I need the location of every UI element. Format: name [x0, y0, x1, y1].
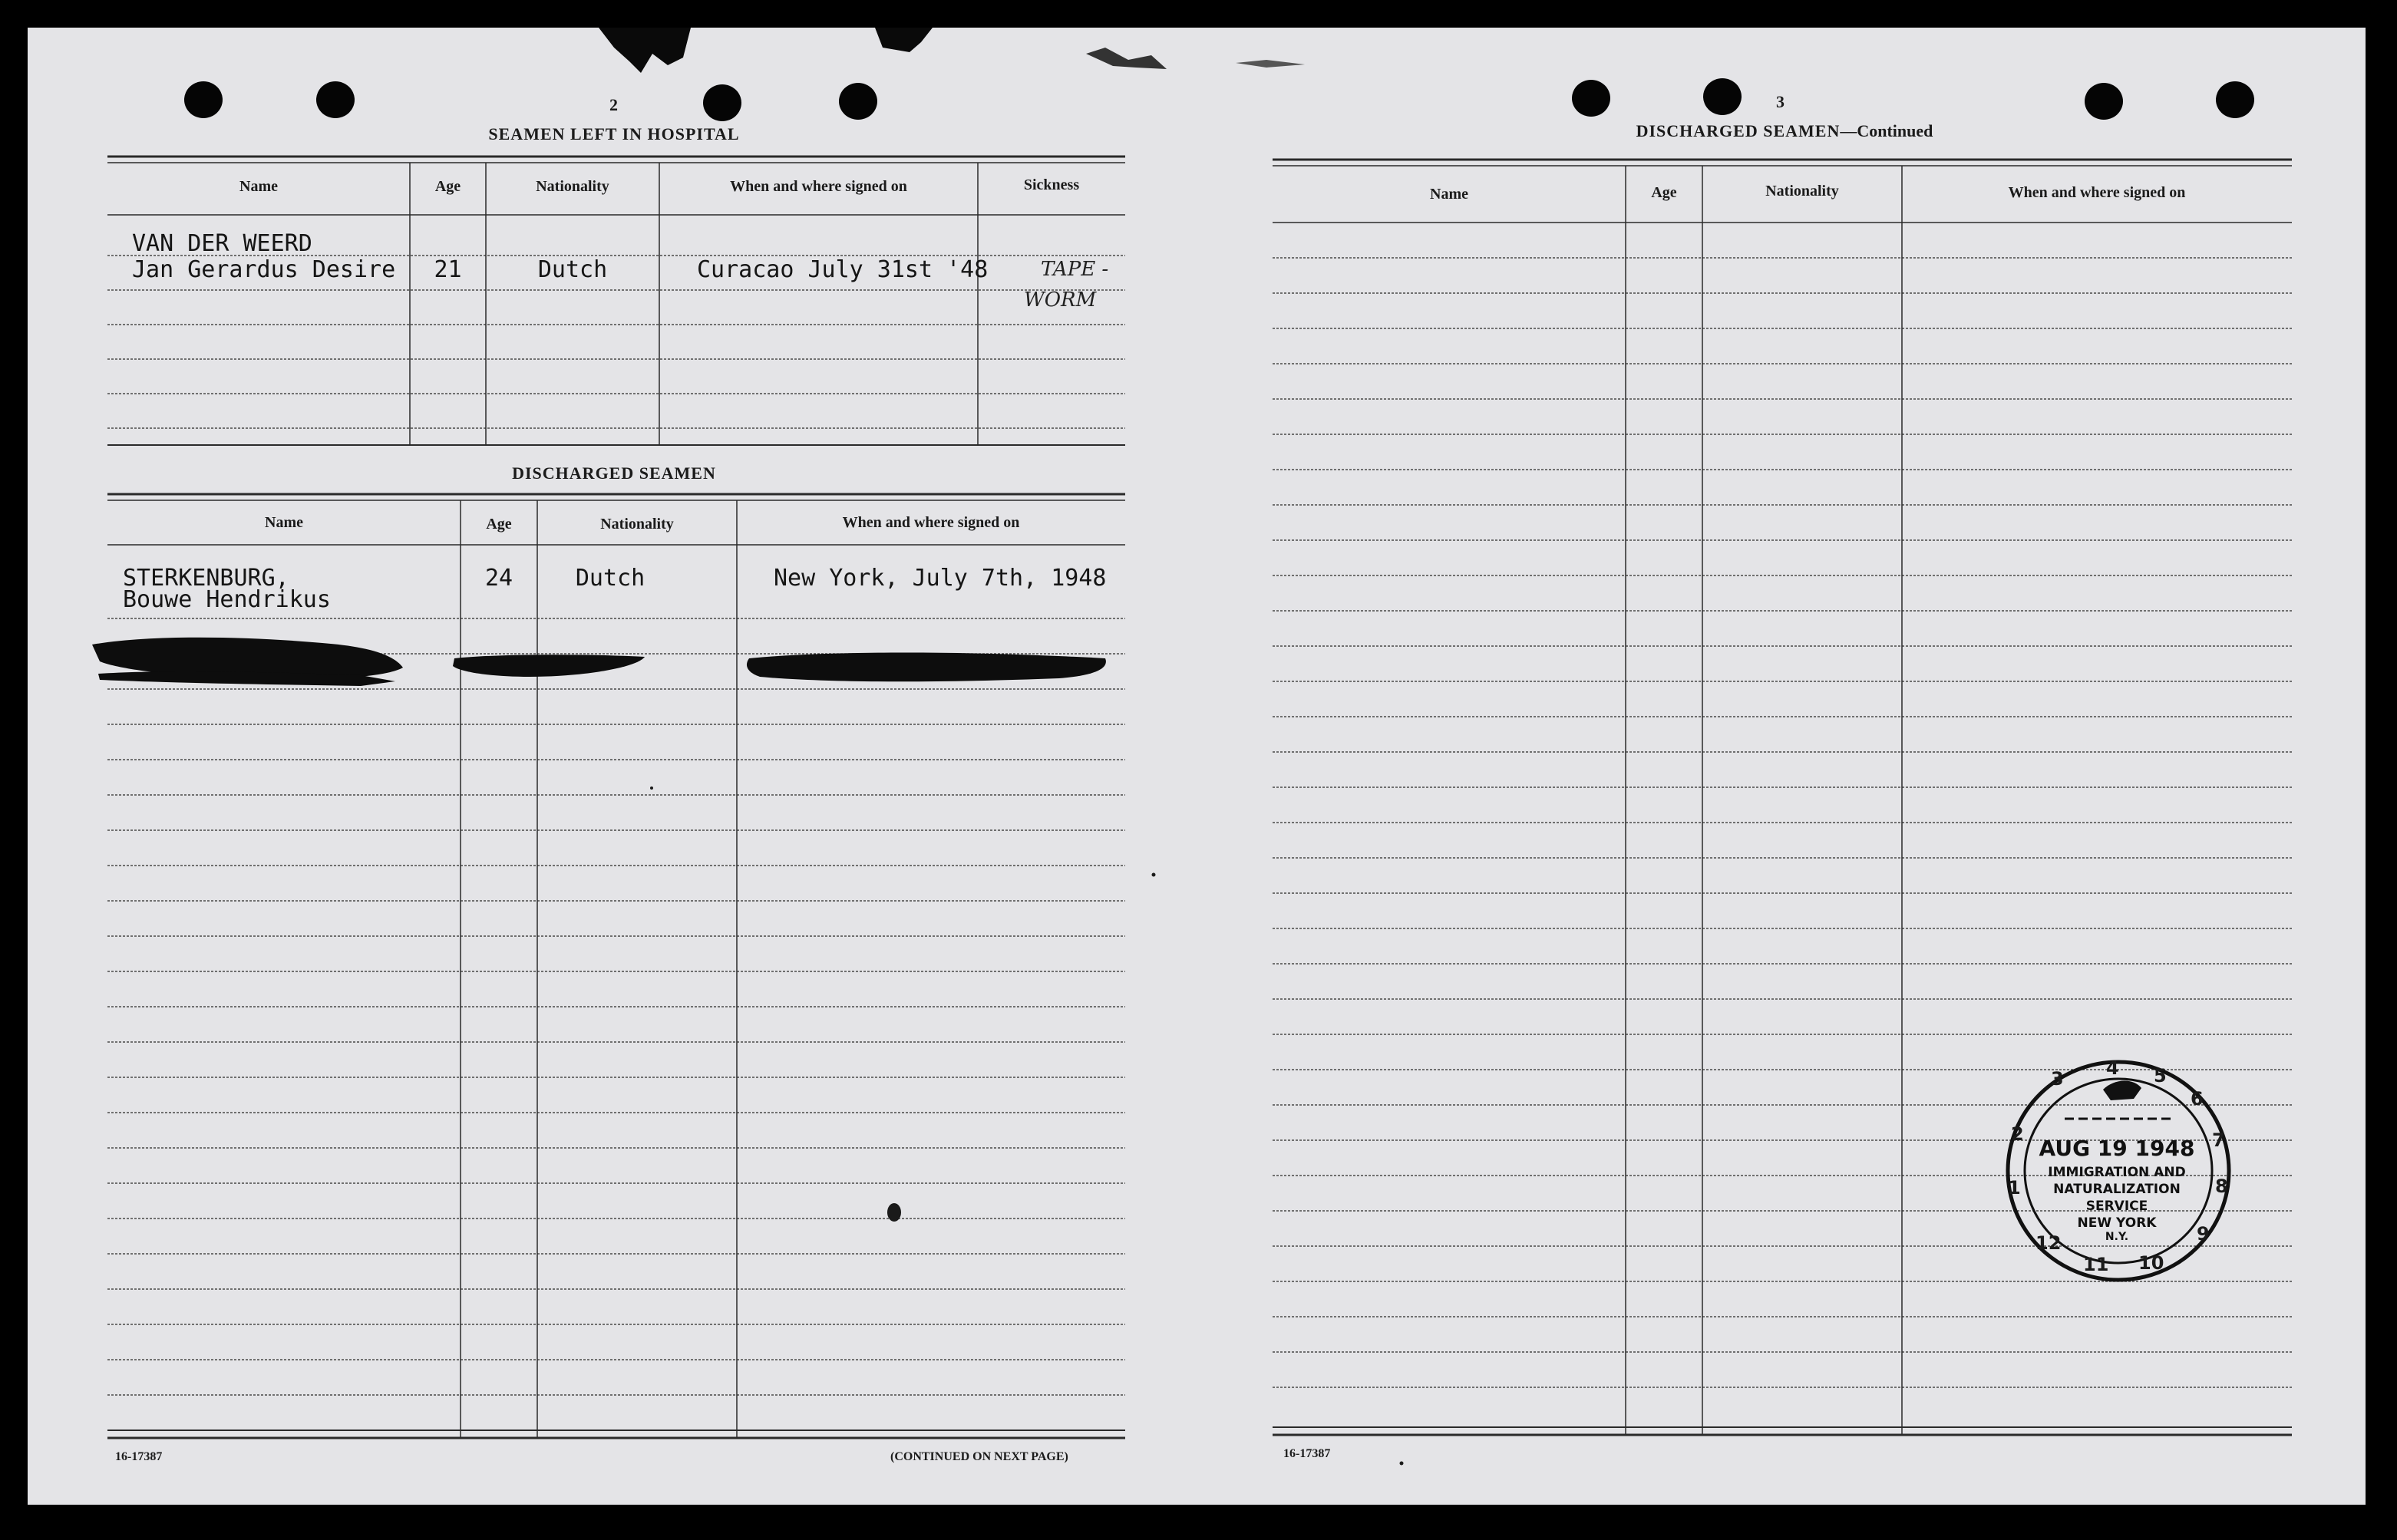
page-number-left: 2 — [609, 95, 619, 114]
continued-title-main: DISCHARGED SEAMEN — [1636, 121, 1841, 140]
stamp-digit: 11 — [2083, 1254, 2109, 1275]
hospital-col-nationality: Nationality — [536, 178, 609, 195]
stamp-line-3: SERVICE — [2085, 1199, 2148, 1214]
hospital-section-title: SEAMEN LEFT IN HOSPITAL — [488, 124, 740, 143]
discharged-col-nationality: Nationality — [600, 516, 674, 533]
hospital-entry-sickness-2: WORM — [1024, 289, 1097, 312]
stamp-digit: 1 — [2008, 1177, 2021, 1199]
hospital-col-signed-on: When and where signed on — [730, 178, 907, 195]
discharged-entry-surname: STERKENBURG, — [123, 565, 289, 592]
stamp-date: AUG 19 1948 — [2039, 1136, 2195, 1161]
discharged-section-title: DISCHARGED SEAMEN — [512, 463, 716, 483]
hospital-entry-signed-on: Curacao July 31st '48 — [697, 256, 989, 283]
discharged-col-age: Age — [486, 516, 512, 533]
discharged-entry-age: 24 — [484, 565, 513, 592]
continued-note: (CONTINUED ON NEXT PAGE) — [890, 1450, 1068, 1463]
stamp-line-4: NEW YORK — [2077, 1215, 2157, 1231]
hospital-entry-nationality: Dutch — [537, 256, 608, 283]
stamp-digit: 10 — [2138, 1252, 2164, 1274]
hospital-entry-surname: VAN DER WEERD — [132, 230, 312, 257]
stamp-line-2: NATURALIZATION — [2053, 1182, 2181, 1197]
form-number-left: 16-17387 — [115, 1450, 163, 1463]
stamp-digit: 8 — [2215, 1176, 2228, 1197]
stamp-digit: 9 — [2197, 1223, 2210, 1245]
hospital-entry-sickness-1: TAPE - — [1041, 258, 1109, 281]
hospital-entry-age: 21 — [434, 256, 462, 283]
discharged-entry-given-names: Bouwe Hendrikus — [123, 586, 331, 613]
continued-col-age: Age — [1651, 184, 1677, 201]
discharged-entry-signed-on: New York, July 7th, 1948 — [774, 565, 1107, 592]
stamp-digit: 2 — [2011, 1123, 2024, 1145]
stamp-digit: 6 — [2191, 1088, 2204, 1110]
discharged-col-signed-on: When and where signed on — [842, 514, 1020, 531]
stamp-digit: 12 — [2035, 1232, 2062, 1254]
continued-col-name: Name — [1430, 186, 1468, 203]
hospital-col-age: Age — [434, 178, 461, 195]
stamp-line-1: IMMIGRATION AND — [2048, 1165, 2186, 1180]
continued-section-title — [1623, 121, 1946, 141]
continued-col-nationality: Nationality — [1765, 183, 1839, 200]
hospital-entry-given-names: Jan Gerardus Desire — [132, 256, 396, 283]
hospital-col-name: Name — [239, 178, 278, 195]
stamp-digit: 4 — [2106, 1057, 2119, 1079]
page-number-right: 3 — [1776, 92, 1785, 111]
stamp-digit: 3 — [2051, 1068, 2064, 1090]
form-number-right: 16-17387 — [1283, 1447, 1331, 1460]
discharged-entry-nationality: Dutch — [575, 565, 645, 592]
stamp-line-5: N.Y. — [2105, 1231, 2129, 1243]
stamp-digit: 5 — [2154, 1065, 2167, 1087]
discharged-col-name: Name — [265, 514, 303, 531]
stamp-digit: 7 — [2212, 1129, 2225, 1151]
hospital-col-sickness: Sickness — [1023, 176, 1080, 193]
continued-title-suffix: —Continued — [1840, 121, 1933, 140]
continued-col-signed-on: When and where signed on — [2008, 184, 2186, 201]
